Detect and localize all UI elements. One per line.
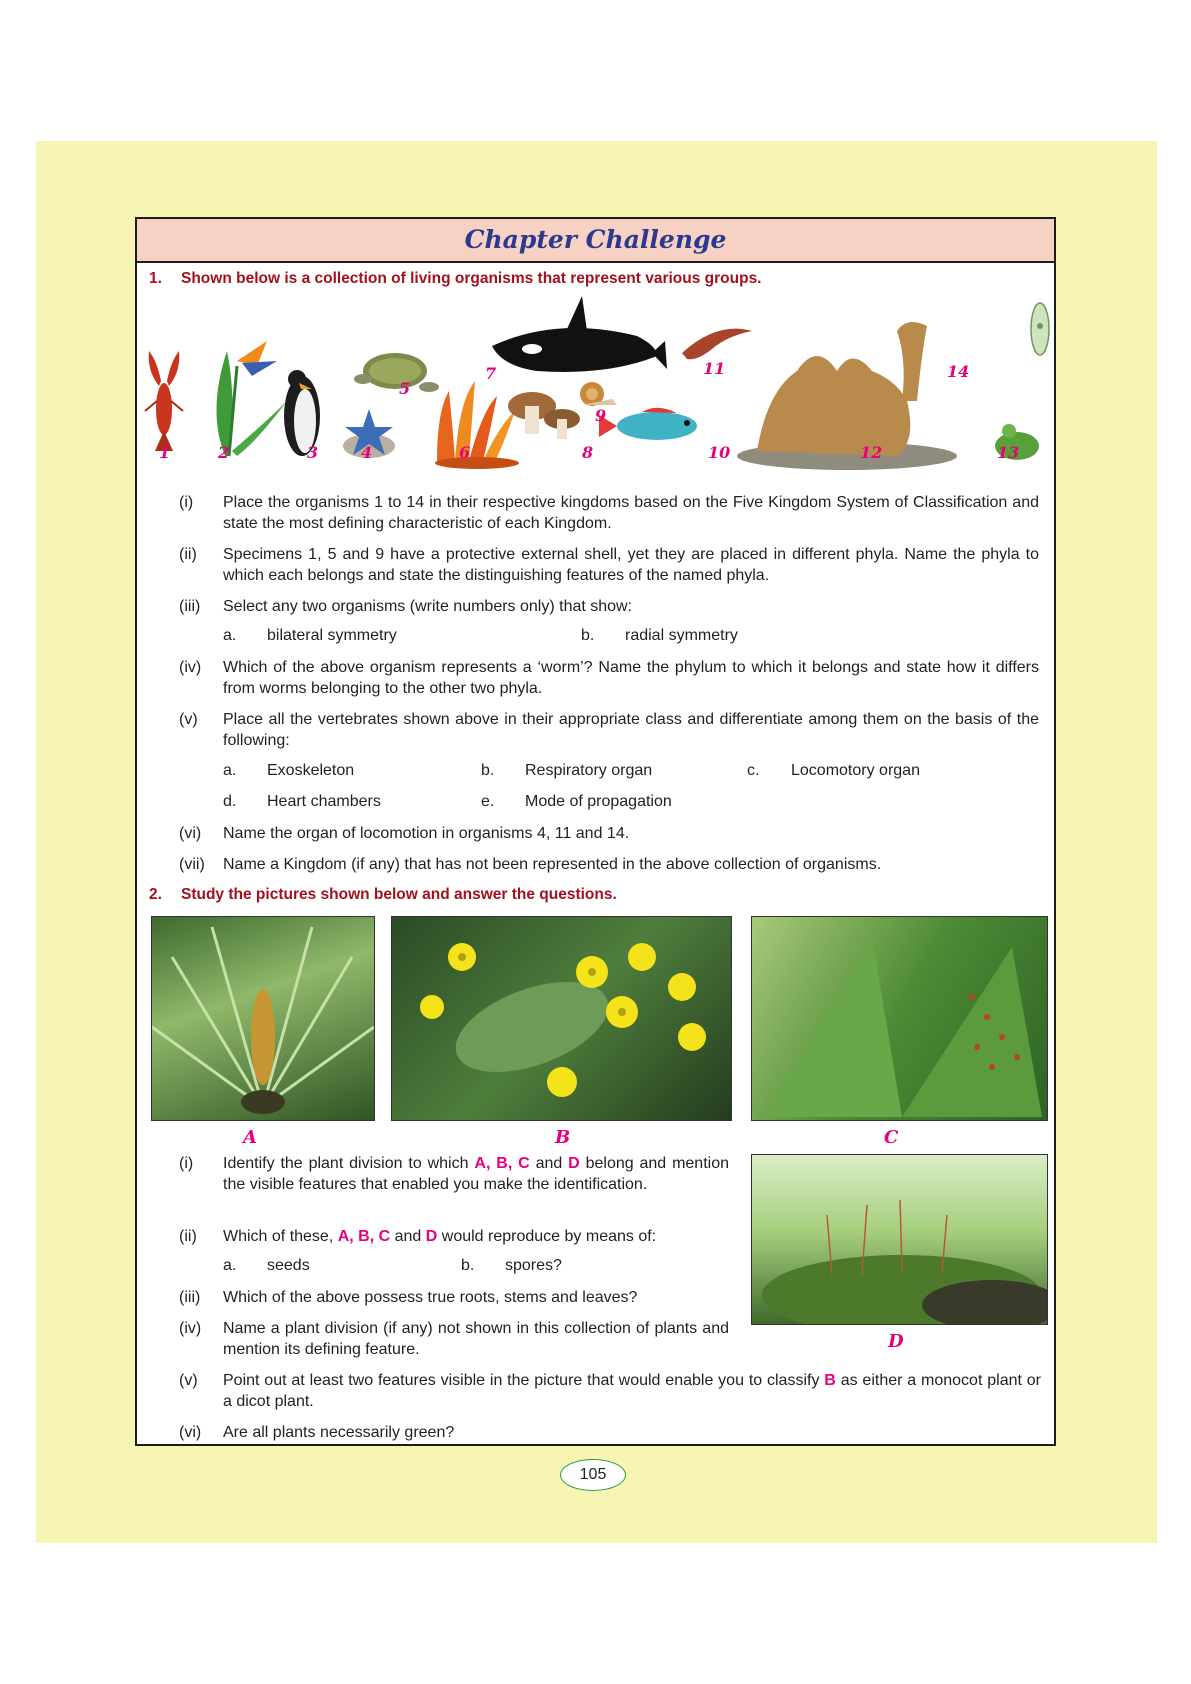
organism-number-11: 11	[703, 359, 726, 378]
page-number: 105	[560, 1459, 626, 1491]
q2-text: Study the pictures shown below and answer the questions.	[181, 886, 617, 903]
q2-ii-option-a: a. seeds	[223, 1257, 310, 1274]
organism-number-6: 6	[459, 443, 471, 462]
paramecium-icon	[1031, 303, 1049, 355]
turtle-icon	[354, 353, 439, 392]
chapter-challenge-box: Chapter Challenge 1. Shown below is a collection of living organisms that represent various groups. 7 5 9 11 14 1 2 3 4 6 8 10 12 13 (i) Place the organisms 1 to 14 in their respective kingdoms based on the Five Kingdom System of Classification and state the most defining characteristic of each Kingdom. (ii) Specimens 1, 5 and 9 have a protective external shell, yet they are placed in different phyla. Name the phyla to which each belongs and state the distinguishing features of the named phyla. (iii) Select any two organisms (write numbers only) that show: a. bilateral symmetry b. radial symmetry (iv) Which of the above organism represents a ‘worm’? Name the phylum to which it belongs and state how it differs from worms belonging to the other two phyla. (v) Place all the vertebrates shown above in their appropriate class and differentiate among them on the basis of the following: a. Exoskeleton b. Respiratory organ c. Locomotory organ d. Heart chambers e. Mode of propagation (vi) Name the organ of locomotion in organisms 4, 11 and 14. (vii) Name a Kingdom (if any) that has not been represented in the above collection of organisms. 2. Study the pictures shown below and answer the questions. A B C D (i) Identify the plant division to which A, B, C and D belong and mention the visible features that enabled you make the identification. (ii) Which of these, A, B, C and D would reproduce by means of: a. seeds b. spores? (iii) Which of the above possess true roots, stems and leaves? (iv) Name a plant division (if any) not shown in this collection of plants and mention its defining feature. (v) Point out at least two features visible in the picture that would enable you to classify B as either a monocot plant or a dicot plant. (vi) Are all plants necessarily green?	[135, 217, 1056, 1446]
organism-number-7: 7	[485, 364, 497, 383]
q2-ii-option-b: b. spores?	[461, 1257, 562, 1274]
earthworm-icon	[682, 329, 752, 360]
coral-icon	[435, 381, 519, 469]
organism-number-1: 1	[159, 443, 171, 462]
q1-v-option-b: b. Respiratory organ	[481, 762, 653, 779]
page-title: Chapter Challenge	[464, 225, 727, 254]
q1-text: Shown below is a collection of living organisms that represent various groups.	[181, 270, 762, 287]
killer-whale-icon	[492, 296, 667, 372]
title-bar	[137, 219, 1054, 263]
organisms-illustration	[137, 291, 1054, 481]
snail-icon	[580, 382, 617, 406]
lobster-icon	[145, 351, 183, 451]
q1-iii-option-b: b. radial symmetry	[581, 627, 738, 644]
photo-label-b: B	[555, 1127, 571, 1148]
organism-number-2: 2	[218, 443, 230, 462]
organism-number-4: 4	[361, 443, 373, 462]
organism-number-10: 10	[708, 443, 731, 462]
q2-number: 2.	[149, 886, 162, 903]
organism-number-5: 5	[399, 379, 411, 398]
organism-number-8: 8	[582, 443, 594, 462]
fish-icon	[599, 408, 697, 440]
yellow-flower-photo	[391, 916, 732, 1121]
q1-v-option-c: c. Locomotory organ	[747, 762, 920, 779]
q1-v-option-e: e. Mode of propagation	[481, 793, 672, 810]
photo-label-a: A	[243, 1127, 257, 1148]
moss-photo	[751, 1154, 1048, 1325]
q1-v-option-a: a. Exoskeleton	[223, 762, 355, 779]
camel-icon	[737, 322, 957, 470]
organism-number-14: 14	[947, 362, 970, 381]
organism-number-13: 13	[997, 443, 1020, 462]
cycad-photo	[151, 916, 375, 1121]
q1-iii-option-a: a. bilateral symmetry	[223, 627, 397, 644]
q1-v-option-d: d. Heart chambers	[223, 793, 381, 810]
organism-number-3: 3	[307, 443, 319, 462]
bird-of-paradise-flower-icon	[216, 341, 287, 456]
q1-number: 1.	[149, 270, 162, 287]
mushroom-icon	[508, 392, 580, 439]
photo-label-c: C	[884, 1127, 899, 1148]
fern-photo	[751, 916, 1048, 1121]
organism-number-9: 9	[595, 406, 607, 425]
organism-number-12: 12	[860, 443, 883, 462]
photo-label-d: D	[888, 1331, 904, 1352]
